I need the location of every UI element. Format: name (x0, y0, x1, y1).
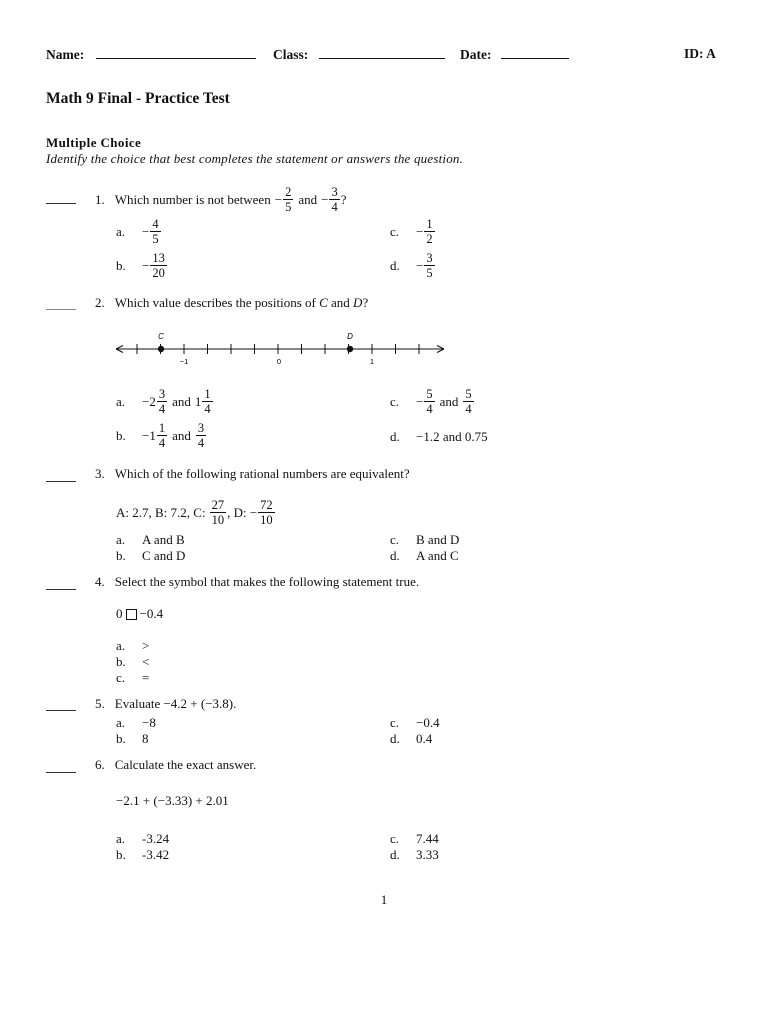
right-operand: −0.4 (139, 606, 164, 621)
choice-letter: a. (116, 715, 126, 730)
choice-text: −1.2 and 0.75 (416, 429, 488, 444)
date-field (460, 46, 569, 63)
fraction (210, 499, 227, 526)
choice-2c[interactable] (390, 388, 475, 415)
choice-4b[interactable] (116, 654, 149, 670)
and-word: and (327, 295, 354, 310)
choice-letter: a. (116, 223, 126, 239)
choice-6b[interactable] (116, 847, 169, 863)
variable-c: C (319, 295, 328, 310)
question-3 (95, 466, 410, 482)
question-4-statement (116, 606, 163, 622)
question-number: 6. (95, 757, 105, 772)
name-line[interactable] (96, 46, 256, 59)
fraction (283, 186, 293, 213)
and-word: and (439, 393, 459, 409)
question-mark: ? (362, 295, 369, 310)
choice-letter: b. (116, 847, 126, 862)
point-c (158, 346, 164, 352)
question-number: 2. (95, 295, 105, 310)
choice-letter: c. (390, 223, 400, 239)
choice-letter: d. (390, 429, 400, 444)
choice-letter: b. (116, 427, 126, 443)
denominator: 4 (465, 402, 472, 416)
minus-sign: − (142, 257, 150, 273)
numerator: 72 (260, 498, 273, 512)
given-text: , D: − (227, 504, 258, 520)
question-number: 3. (95, 466, 105, 481)
numerator: 3 (197, 421, 205, 435)
choice-letter: b. (116, 731, 126, 746)
denominator: 2 (426, 232, 433, 246)
choice-text: -3.42 (142, 847, 170, 862)
choice-text: 8 (142, 731, 149, 746)
denominator: 4 (158, 436, 166, 450)
question-stem: Which of the following rational numbers are equivalent? (114, 466, 410, 481)
name-label: Name: (46, 47, 85, 62)
question-mark: ? (340, 191, 347, 207)
numerator: 5 (465, 387, 472, 401)
choice-letter: d. (390, 731, 400, 746)
question-stem: Which value describes the positions of (114, 295, 320, 310)
denominator: 4 (331, 200, 338, 214)
choice-letter: a. (116, 831, 126, 846)
tick-label: 0 (276, 357, 282, 366)
choice-text: A and C (416, 548, 459, 563)
choice-letter: a. (116, 393, 126, 409)
class-field (273, 46, 445, 63)
numerator: 27 (211, 498, 225, 512)
answer-blank-6[interactable] (46, 772, 76, 773)
choice-1a[interactable] (116, 218, 162, 245)
choice-4a[interactable] (116, 638, 149, 654)
and-word: and (172, 427, 191, 443)
choice-text: −8 (142, 715, 156, 730)
choice-5c[interactable] (390, 715, 440, 731)
minus-sign: − (416, 223, 424, 239)
date-label: Date: (460, 47, 492, 62)
whole-part: −2 (142, 393, 156, 409)
numerator: 1 (158, 421, 166, 435)
choice-letter: c. (390, 532, 400, 547)
minus-sign: − (142, 223, 150, 239)
number-line (112, 328, 448, 370)
choice-text: A and B (142, 532, 185, 547)
choice-text: C and D (142, 548, 186, 563)
choice-letter: c. (390, 393, 400, 409)
fraction (424, 252, 434, 279)
choice-5a[interactable] (116, 715, 156, 731)
blank-box-icon (126, 609, 137, 620)
denominator: 4 (204, 402, 211, 416)
question-stem: Which number is not between (114, 191, 271, 207)
numerator: 13 (152, 251, 165, 265)
fraction (329, 186, 339, 213)
choice-3d[interactable] (390, 548, 459, 564)
tick-label: −1 (179, 357, 189, 366)
choice-2d[interactable] (390, 429, 488, 445)
choice-letter: a. (116, 532, 126, 547)
choice-letter: d. (390, 257, 400, 273)
and-word: and (172, 393, 191, 409)
answer-blank-1[interactable] (46, 203, 76, 204)
left-operand: 0 (116, 606, 123, 621)
choice-2b[interactable] (116, 422, 207, 449)
choice-6a[interactable] (116, 831, 169, 847)
question-stem: Evaluate −4.2 + (−3.8). (114, 696, 237, 711)
date-line[interactable] (501, 46, 569, 59)
answer-blank-3[interactable] (46, 481, 76, 482)
choice-text: > (142, 638, 150, 653)
denominator: 4 (197, 436, 205, 450)
numerator: 3 (331, 185, 338, 199)
choice-letter: c. (390, 715, 400, 730)
denominator: 5 (152, 232, 159, 246)
question-number: 5. (95, 696, 105, 711)
choice-text: −0.4 (416, 715, 440, 730)
choice-4c[interactable] (116, 670, 149, 686)
choice-letter: d. (390, 847, 400, 862)
choice-6d[interactable] (390, 847, 439, 863)
fraction (157, 388, 167, 415)
numerator: 3 (426, 251, 433, 265)
minus-sign: − (416, 257, 424, 273)
choice-6c[interactable] (390, 831, 439, 847)
choice-text: -3.24 (142, 831, 170, 846)
answer-blank-4[interactable] (46, 589, 76, 590)
choice-text: 7.44 (416, 831, 439, 846)
choice-letter: a. (116, 638, 126, 653)
denominator: 5 (426, 266, 433, 280)
numerator: 2 (285, 185, 292, 199)
class-label: Class: (273, 47, 309, 62)
choice-3a[interactable] (116, 532, 185, 548)
question-6 (95, 757, 256, 773)
question-1 (95, 186, 346, 213)
choice-3b[interactable] (116, 548, 185, 564)
minus-sign: − (321, 191, 329, 207)
choice-1d[interactable] (390, 252, 436, 279)
question-number: 4. (95, 574, 105, 589)
question-6-expression: −2.1 + (−3.33) + 2.01 (116, 793, 229, 808)
denominator: 10 (260, 513, 273, 527)
choice-1c[interactable] (390, 218, 436, 245)
tick-label: 1 (369, 357, 375, 366)
fraction (196, 422, 206, 449)
question-3-given (116, 499, 276, 526)
page-number: 1 (380, 892, 388, 907)
minus-sign: − (274, 191, 283, 207)
fraction (150, 252, 167, 279)
numerator: 3 (158, 387, 166, 401)
page-title: Math 9 Final - Practice Test (46, 90, 230, 107)
choice-3c[interactable] (390, 532, 459, 548)
question-stem: Select the symbol that makes the following statement true. (114, 574, 420, 589)
fraction (463, 388, 473, 415)
choice-letter: c. (390, 831, 400, 846)
fraction (157, 422, 167, 449)
choice-letter: b. (116, 548, 126, 563)
choice-text: < (142, 654, 150, 669)
question-5 (95, 696, 236, 712)
choice-letter: b. (116, 257, 126, 273)
fraction (150, 218, 160, 245)
choice-2a[interactable] (116, 388, 214, 415)
question-number: 1. (95, 191, 105, 207)
answer-blank-5[interactable] (46, 710, 76, 711)
question-2 (95, 295, 368, 311)
id-label: ID: A (684, 46, 716, 61)
question-4 (95, 574, 419, 590)
section-instructions: Identify the choice that best completes the statement or answers the question. (46, 151, 464, 166)
numerator: 1 (204, 387, 211, 401)
denominator: 20 (152, 266, 165, 280)
choice-text: B and D (416, 532, 460, 547)
denominator: 4 (426, 402, 433, 416)
whole-part: 1 (194, 393, 202, 409)
name-field (46, 46, 256, 63)
fraction (424, 218, 434, 245)
choice-text: = (142, 670, 150, 685)
denominator: 5 (285, 200, 292, 214)
numerator: 4 (152, 217, 159, 231)
fraction (202, 388, 212, 415)
class-line[interactable] (319, 46, 445, 59)
choice-1b[interactable] (116, 252, 168, 279)
variable-d: D (353, 295, 363, 310)
given-text: A: 2.7, B: 7.2, C: (116, 504, 206, 520)
denominator: 10 (211, 513, 225, 527)
choice-letter: c. (116, 670, 126, 685)
numerator: 5 (426, 387, 433, 401)
answer-blank-2[interactable] (46, 309, 76, 310)
fraction (424, 388, 434, 415)
whole-part: −1 (142, 427, 156, 443)
fraction (258, 499, 275, 526)
choice-text: 0.4 (416, 731, 433, 746)
point-label-d: D (347, 332, 353, 341)
and-word: and (298, 191, 318, 207)
section-heading: Multiple Choice (46, 135, 142, 150)
choice-letter: b. (116, 654, 126, 669)
minus-sign: − (416, 393, 424, 409)
choice-5b[interactable] (116, 731, 149, 747)
point-label-c: C (158, 332, 164, 341)
denominator: 4 (158, 402, 166, 416)
numerator: 1 (426, 217, 433, 231)
choice-letter: d. (390, 548, 400, 563)
choice-5d[interactable] (390, 731, 432, 747)
question-stem: Calculate the exact answer. (114, 757, 257, 772)
point-d (347, 346, 353, 352)
choice-text: 3.33 (416, 847, 439, 862)
